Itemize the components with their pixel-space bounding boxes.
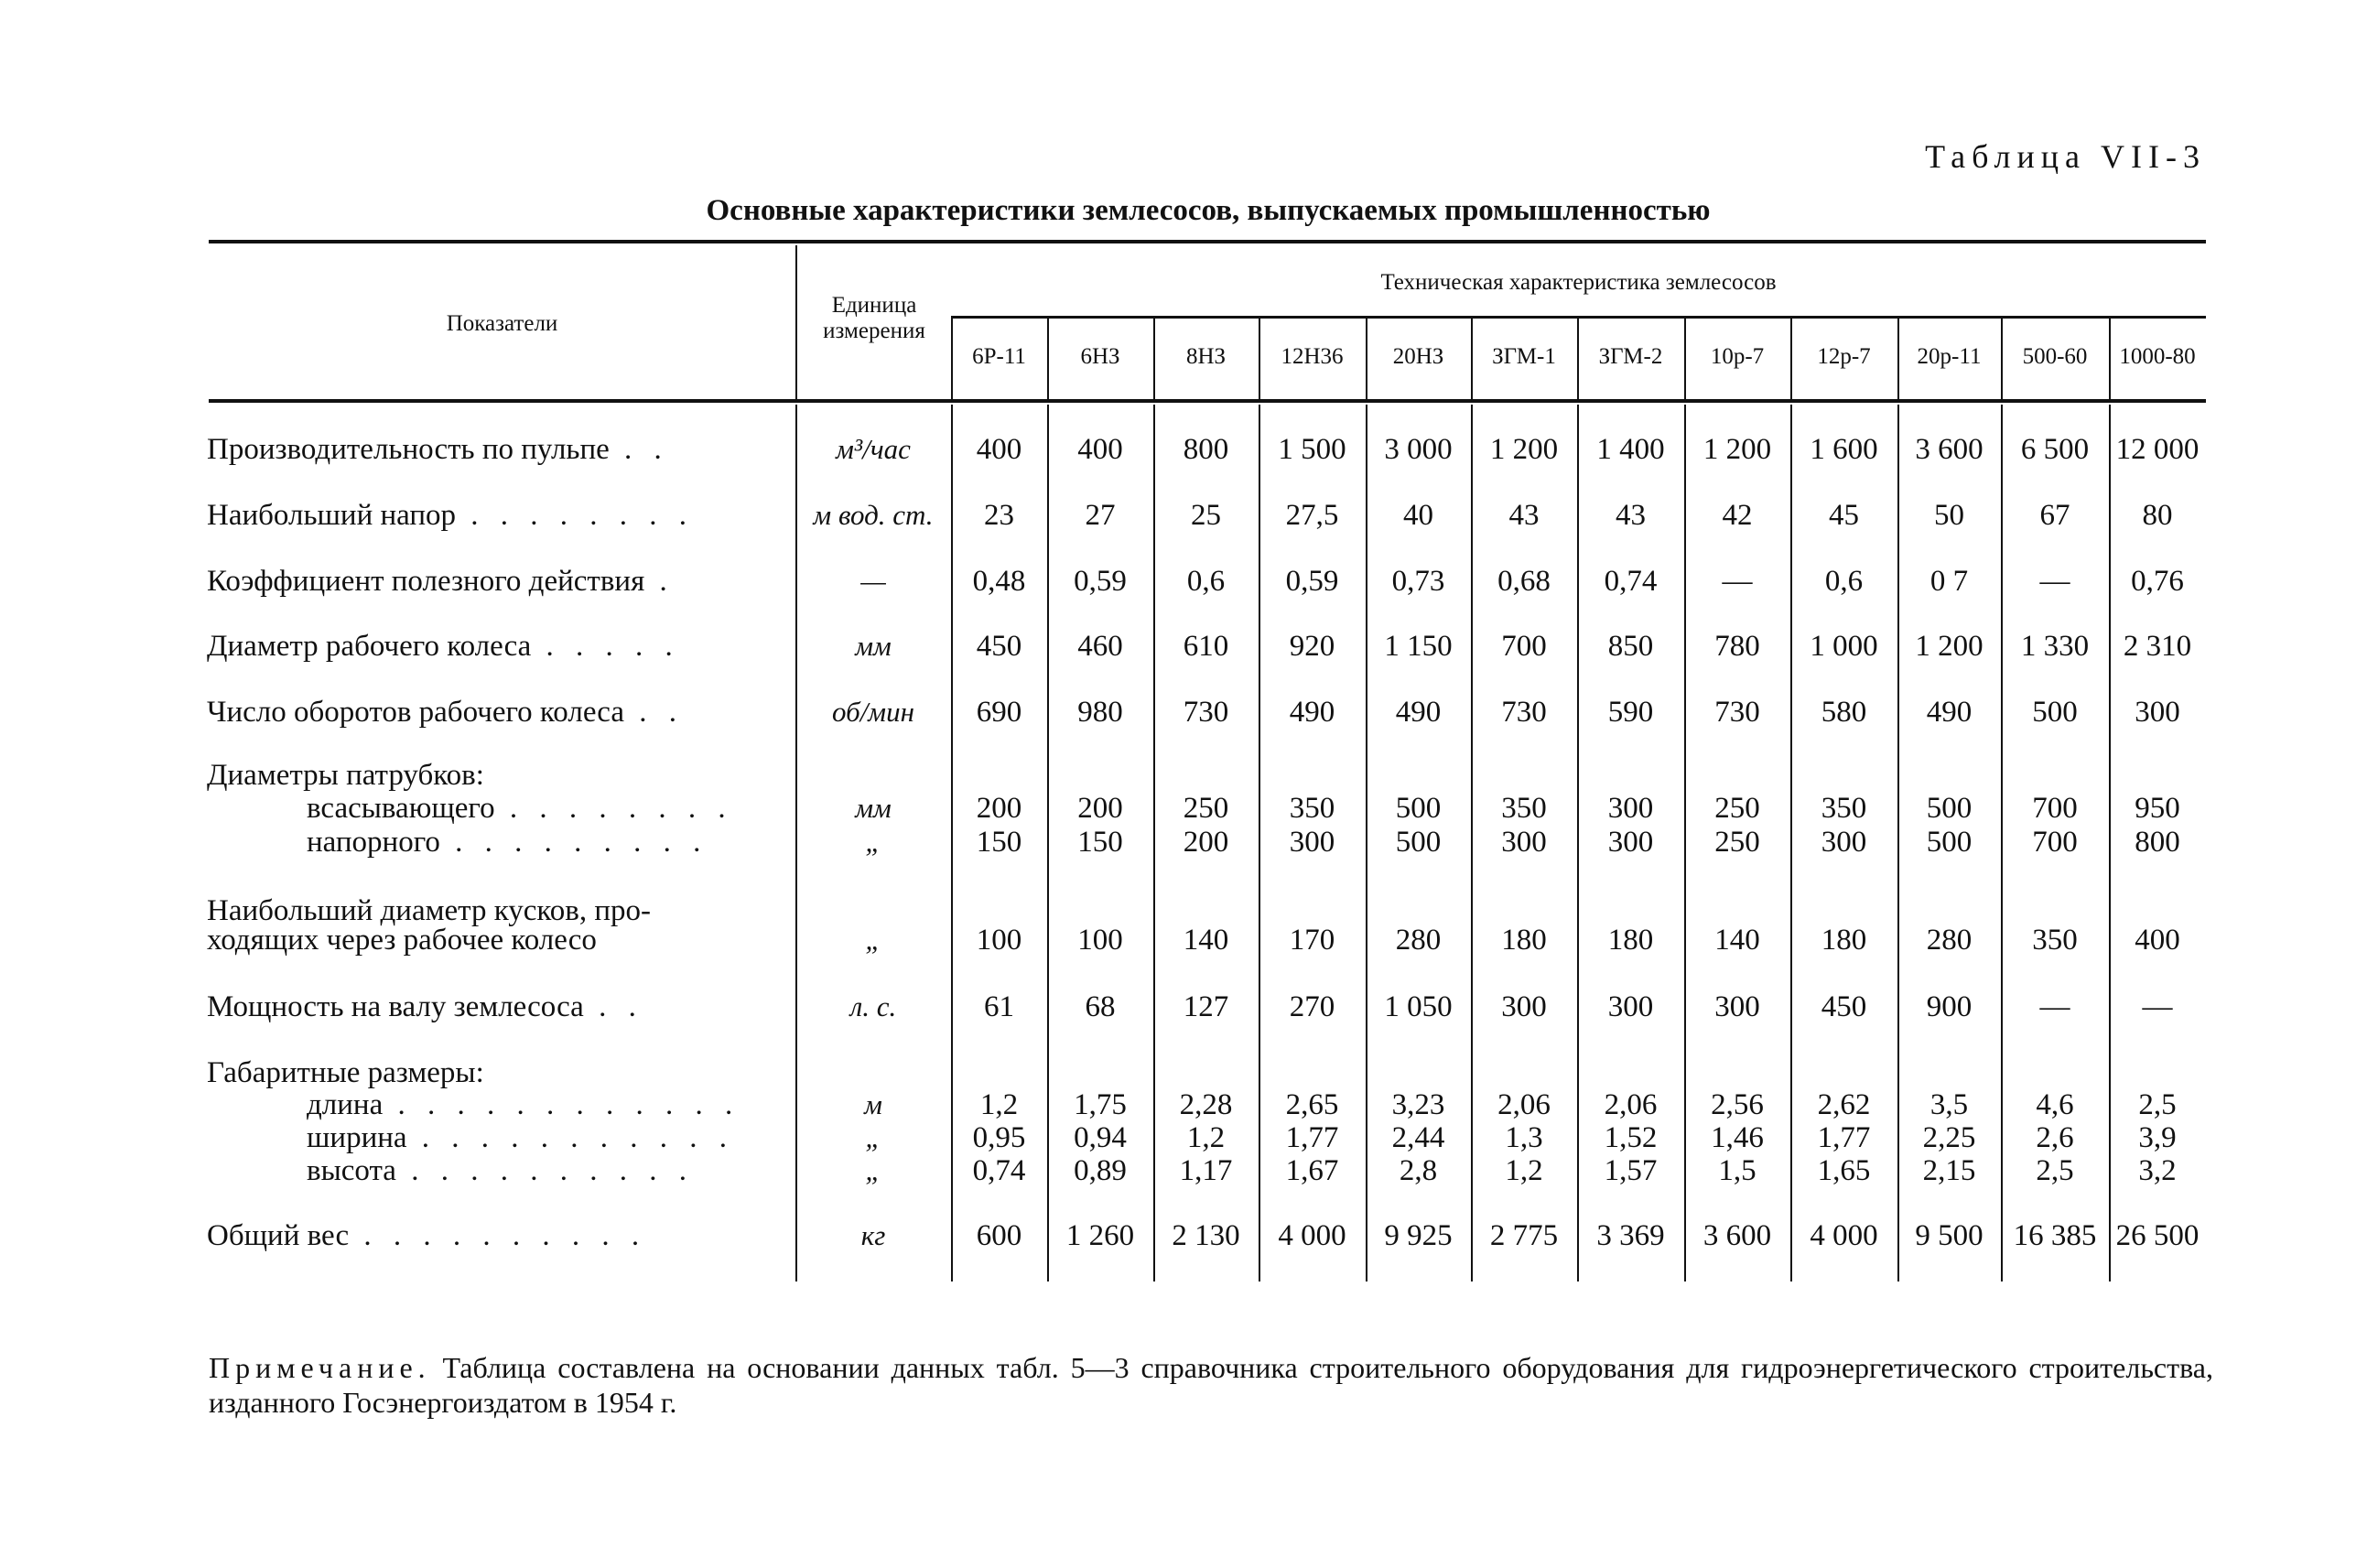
row-label bbox=[207, 894, 651, 927]
leader-dots: . . . . . . . . bbox=[494, 792, 733, 825]
table-cell: 200 bbox=[1183, 826, 1229, 859]
table-cell: 1 260 bbox=[1065, 1219, 1135, 1252]
row-unit: „ bbox=[865, 826, 881, 858]
table-cell: 500 bbox=[1395, 792, 1442, 825]
table-cell: 1 150 bbox=[1384, 630, 1453, 663]
note-text: Таблица составлена на основании данных табл. 5—3 справочника строительного оборудования для гидроэнергетического строительства, изданного Госэнергоиздатом в 1954 г. bbox=[209, 1351, 2213, 1419]
table-cell: 980 bbox=[1077, 696, 1123, 729]
table-cell: 700 bbox=[2032, 826, 2078, 859]
column-divider bbox=[951, 319, 953, 401]
row-label-text: Число оборотов рабочего колеса bbox=[207, 696, 624, 729]
row-label bbox=[207, 696, 684, 729]
table-cell: 2,25 bbox=[1922, 1121, 1976, 1154]
table-cell: 1 200 bbox=[1915, 630, 1983, 663]
table-cell: 1,17 bbox=[1179, 1154, 1233, 1187]
table-cell: 0,59 bbox=[1285, 565, 1339, 598]
table-cell: 27,5 bbox=[1285, 499, 1339, 532]
row-label-text: длина bbox=[307, 1088, 384, 1121]
leader-dots: . . . . . . . . . . . . bbox=[383, 1088, 740, 1121]
table-cell: 4,6 bbox=[2036, 1088, 2074, 1121]
table-cell: 2,5 bbox=[2036, 1154, 2074, 1187]
table-cell: 40 bbox=[1403, 499, 1433, 532]
table-cell: 780 bbox=[1714, 630, 1760, 663]
table-cell: 400 bbox=[1077, 433, 1123, 466]
table-cell: 270 bbox=[1289, 990, 1335, 1023]
table-cell: 300 bbox=[1607, 792, 1654, 825]
table-cell: 0,89 bbox=[1074, 1154, 1127, 1187]
leader-dots: . . . . . . . . . . bbox=[395, 1154, 694, 1187]
leader-dots: . . bbox=[583, 990, 643, 1023]
table-cell: 2,65 bbox=[1285, 1088, 1339, 1121]
table-cell: 0,73 bbox=[1391, 565, 1445, 598]
table-cell: 68 bbox=[1085, 990, 1116, 1023]
table-cell: 490 bbox=[1926, 696, 1973, 729]
header-model: 20НЗ bbox=[1392, 344, 1444, 369]
header-model: ЗГМ-2 bbox=[1598, 344, 1663, 369]
table-cell: 2,56 bbox=[1711, 1088, 1764, 1121]
table-cell: 180 bbox=[1821, 924, 1867, 957]
row-label bbox=[307, 1088, 740, 1121]
row-label bbox=[207, 990, 643, 1023]
table-cell: 250 bbox=[1183, 792, 1229, 825]
header-model: ЗГМ-1 bbox=[1492, 344, 1556, 369]
table-cell: 140 bbox=[1183, 924, 1229, 957]
table-cell: 80 bbox=[2142, 499, 2173, 532]
table-cell: 200 bbox=[976, 792, 1022, 825]
table-cell: 400 bbox=[976, 433, 1022, 466]
row-label-text: всасывающего bbox=[307, 792, 495, 825]
row-label bbox=[207, 1056, 484, 1089]
row-label-text: напорного bbox=[307, 826, 440, 859]
table-cell: 300 bbox=[1289, 826, 1335, 859]
table-cell: 0,6 bbox=[1186, 565, 1226, 598]
table-cell: 500 bbox=[1926, 792, 1973, 825]
table-cell: 800 bbox=[1183, 433, 1229, 466]
table-cell: 170 bbox=[1289, 924, 1335, 957]
table-cell: 3 000 bbox=[1384, 433, 1453, 466]
header-model: 1000-80 bbox=[2119, 344, 2196, 369]
table-cell: 350 bbox=[1501, 792, 1547, 825]
table-cell: 50 bbox=[1934, 499, 1964, 532]
table-cell: 920 bbox=[1289, 630, 1335, 663]
table-cell: 0,74 bbox=[972, 1154, 1026, 1187]
table-cell: 1,57 bbox=[1604, 1154, 1658, 1187]
row-unit: м³/час bbox=[836, 433, 911, 465]
table-cell: 3,2 bbox=[2138, 1154, 2177, 1187]
header-model: 12р-7 bbox=[1817, 344, 1871, 369]
column-divider bbox=[1790, 319, 1792, 401]
table-cell: 1 200 bbox=[1489, 433, 1559, 466]
table-cell: 1,77 bbox=[1285, 1121, 1339, 1154]
table-cell: 2,28 bbox=[1179, 1088, 1233, 1121]
table-cell: 300 bbox=[1501, 826, 1547, 859]
table-cell: 300 bbox=[1607, 990, 1654, 1023]
table-cell: 2 775 bbox=[1489, 1219, 1559, 1252]
leader-dots: . . . . . . . . . bbox=[439, 826, 708, 859]
header-model: 6Р-11 bbox=[972, 344, 1026, 369]
leader-dots: . . . . . . . . . . bbox=[349, 1219, 647, 1252]
header-model: 10р-7 bbox=[1710, 344, 1765, 369]
table-cell: 500 bbox=[1926, 826, 1973, 859]
row-label-text: Габаритные размеры: bbox=[207, 1056, 484, 1089]
table-cell: — bbox=[2039, 565, 2070, 598]
table-cell: 127 bbox=[1183, 990, 1229, 1023]
table-cell: 690 bbox=[976, 696, 1022, 729]
table-cell: — bbox=[2142, 990, 2173, 1023]
table-cell: 1,5 bbox=[1718, 1154, 1756, 1187]
row-unit: об/мин bbox=[832, 696, 914, 728]
table-cell: 1,2 bbox=[979, 1088, 1019, 1121]
table-note bbox=[209, 1350, 2213, 1420]
header-model: 12Н36 bbox=[1281, 344, 1344, 369]
row-label bbox=[207, 433, 669, 466]
table-cell: 450 bbox=[1821, 990, 1867, 1023]
table-cell: 25 bbox=[1191, 499, 1221, 532]
table-cell: 300 bbox=[1821, 826, 1867, 859]
table-cell: 3,5 bbox=[1929, 1088, 1969, 1121]
table-cell: 600 bbox=[976, 1219, 1022, 1252]
table-cell: 1 050 bbox=[1384, 990, 1453, 1023]
table-cell: 3 600 bbox=[1702, 1219, 1772, 1252]
row-label bbox=[307, 792, 733, 825]
table-cell: 27 bbox=[1085, 499, 1116, 532]
table-cell: 700 bbox=[2032, 792, 2078, 825]
table-cell: 1 600 bbox=[1810, 433, 1878, 466]
table-cell: 280 bbox=[1395, 924, 1442, 957]
row-label bbox=[307, 1154, 694, 1187]
table-cell: 2,06 bbox=[1497, 1088, 1551, 1121]
table-cell: 400 bbox=[2135, 924, 2180, 957]
table-number: Таблица VII-3 bbox=[1925, 138, 2206, 175]
table-cell: 280 bbox=[1926, 924, 1973, 957]
table-cell: 67 bbox=[2039, 499, 2070, 532]
table-cell: 460 bbox=[1077, 630, 1123, 663]
table-cell: 2,62 bbox=[1817, 1088, 1871, 1121]
table-cell: 490 bbox=[1289, 696, 1335, 729]
table-cell: 250 bbox=[1714, 792, 1760, 825]
table-cell: 2,44 bbox=[1391, 1121, 1445, 1154]
table-cell: 26 500 bbox=[2115, 1219, 2200, 1252]
row-label-text: ходящих через рабочее колесо bbox=[207, 924, 597, 957]
row-unit: м вод. ст. bbox=[813, 499, 934, 531]
table-cell: 43 bbox=[1508, 499, 1540, 532]
table-cell: 1 500 bbox=[1278, 433, 1346, 466]
table-cell: 730 bbox=[1501, 696, 1547, 729]
table-cell: 1 330 bbox=[2020, 630, 2090, 663]
header-model: 20р-11 bbox=[1917, 344, 1982, 369]
table-cell: 1 400 bbox=[1596, 433, 1665, 466]
header-model: 500-60 bbox=[2022, 344, 2088, 369]
top-rule bbox=[209, 240, 2206, 243]
table-cell: 350 bbox=[1289, 792, 1335, 825]
table-cell: 500 bbox=[1395, 826, 1442, 859]
table-cell: 1,2 bbox=[1505, 1154, 1543, 1187]
column-divider bbox=[2001, 319, 2003, 401]
table-cell: 4 000 bbox=[1278, 1219, 1346, 1252]
column-divider bbox=[795, 245, 797, 401]
table-cell: 250 bbox=[1714, 826, 1760, 859]
table-cell: 730 bbox=[1714, 696, 1760, 729]
table-cell: 200 bbox=[1077, 792, 1123, 825]
column-divider bbox=[1684, 319, 1686, 401]
header-model: 8НЗ bbox=[1185, 344, 1227, 369]
table-cell: 2 130 bbox=[1172, 1219, 1240, 1252]
column-divider bbox=[2109, 319, 2111, 401]
table-cell: 150 bbox=[1077, 826, 1123, 859]
row-label bbox=[307, 826, 708, 859]
row-label-text: Диаметры патрубков: bbox=[207, 759, 484, 792]
leader-dots: . . bbox=[609, 433, 669, 466]
note-lead: Примечание. bbox=[209, 1351, 431, 1384]
table-cell: 180 bbox=[1607, 924, 1654, 957]
table-cell: 0,6 bbox=[1824, 565, 1864, 598]
row-unit: мм bbox=[855, 630, 892, 662]
table-cell: 1 000 bbox=[1810, 630, 1878, 663]
table-cell: 2,5 bbox=[2138, 1088, 2177, 1121]
row-unit: — bbox=[860, 565, 886, 597]
table-cell: 4 000 bbox=[1810, 1219, 1878, 1252]
table-cell: 100 bbox=[976, 924, 1022, 957]
row-unit: л. с. bbox=[849, 990, 897, 1022]
column-divider bbox=[1577, 319, 1579, 401]
table-cell: 300 bbox=[1501, 990, 1547, 1023]
table-cell: 9 925 bbox=[1384, 1219, 1453, 1252]
row-label-text: ширина bbox=[307, 1121, 407, 1154]
column-divider bbox=[1259, 319, 1260, 401]
row-label-text: высота bbox=[307, 1154, 396, 1187]
row-label-text: Мощность на валу землесоса bbox=[207, 990, 584, 1023]
table-cell: 350 bbox=[2032, 924, 2078, 957]
table-cell: 9 500 bbox=[1915, 1219, 1983, 1252]
table-cell: 0,76 bbox=[2131, 565, 2184, 598]
row-unit: м bbox=[864, 1088, 882, 1120]
row-label bbox=[307, 1121, 734, 1154]
table-cell: 6 500 bbox=[2020, 433, 2090, 466]
column-divider bbox=[1153, 319, 1155, 401]
row-label-text: Производительность по пульпе bbox=[207, 433, 610, 466]
table-cell: 730 bbox=[1183, 696, 1229, 729]
table-cell: 2,06 bbox=[1604, 1088, 1658, 1121]
table-cell: 900 bbox=[1926, 990, 1973, 1023]
table-cell: 950 bbox=[2135, 792, 2180, 825]
header-unit: Единица измерения bbox=[823, 293, 925, 343]
table-cell: 1,67 bbox=[1285, 1154, 1339, 1187]
row-label-text: Диаметр рабочего колеса bbox=[207, 630, 532, 663]
table-cell: 1,3 bbox=[1505, 1121, 1543, 1154]
table-cell: 2,8 bbox=[1399, 1154, 1438, 1187]
table-cell: 150 bbox=[976, 826, 1022, 859]
column-divider bbox=[1047, 319, 1049, 401]
table-cell: 590 bbox=[1607, 696, 1654, 729]
table-cell: 1,46 bbox=[1711, 1121, 1764, 1154]
table-cell: 61 bbox=[984, 990, 1014, 1023]
table-cell: 580 bbox=[1821, 696, 1867, 729]
table-cell: — bbox=[2039, 990, 2070, 1023]
table-cell: 300 bbox=[2135, 696, 2180, 729]
table-cell: 2 310 bbox=[2123, 630, 2192, 663]
row-label-text: Коэффициент полезного действия bbox=[207, 565, 645, 598]
table-cell: 45 bbox=[1829, 499, 1859, 532]
table-cell: 300 bbox=[1607, 826, 1654, 859]
column-divider bbox=[1366, 319, 1367, 401]
table-cell: 1,52 bbox=[1604, 1121, 1658, 1154]
table-cell: 1,65 bbox=[1817, 1154, 1871, 1187]
column-divider bbox=[1897, 319, 1899, 401]
row-unit: мм bbox=[855, 792, 892, 824]
table-cell: 300 bbox=[1714, 990, 1760, 1023]
leader-dots: . . . . . . . . bbox=[456, 499, 695, 532]
row-unit: „ bbox=[865, 1121, 881, 1153]
table-cell: 2,15 bbox=[1922, 1154, 1976, 1187]
row-label-text: Наибольший диаметр кусков, про- bbox=[207, 894, 651, 927]
table-cell: 0 7 bbox=[1929, 565, 1969, 598]
table-cell: 3 369 bbox=[1596, 1219, 1665, 1252]
table-cell: 0,48 bbox=[972, 565, 1026, 598]
table-cell: 350 bbox=[1821, 792, 1867, 825]
leader-dots: . . . . . . . . . . . bbox=[406, 1121, 735, 1154]
row-label bbox=[207, 924, 597, 957]
table-cell: 450 bbox=[976, 630, 1022, 663]
row-unit: кг bbox=[860, 1219, 886, 1251]
table-cell: 23 bbox=[984, 499, 1014, 532]
row-label bbox=[207, 759, 484, 792]
table-cell: 610 bbox=[1183, 630, 1229, 663]
table-title: Основные характеристики землесосов, выпускаемых промышленностью bbox=[706, 194, 1711, 227]
row-label-text: Наибольший напор bbox=[207, 499, 457, 532]
header-group: Техническая характеристика землесосов bbox=[1380, 270, 1777, 295]
table-cell: 0,74 bbox=[1604, 565, 1658, 598]
table-cell: 0,94 bbox=[1074, 1121, 1127, 1154]
leader-dots: . . . . . bbox=[531, 630, 680, 663]
header-bottom-rule bbox=[209, 399, 2206, 403]
table-cell: 16 385 bbox=[2013, 1219, 2097, 1252]
table-cell: 43 bbox=[1616, 499, 1646, 532]
row-label bbox=[207, 630, 680, 663]
row-unit: „ bbox=[865, 1154, 881, 1186]
table-cell: 2,6 bbox=[2036, 1121, 2074, 1154]
row-label-text: Общий вес bbox=[207, 1219, 350, 1252]
leader-dots: . bbox=[644, 565, 675, 598]
table-cell: 1,77 bbox=[1817, 1121, 1871, 1154]
table-cell: 800 bbox=[2135, 826, 2180, 859]
table-cell: 490 bbox=[1395, 696, 1442, 729]
header-model: 6НЗ bbox=[1080, 344, 1120, 369]
table-cell: 3 600 bbox=[1915, 433, 1983, 466]
table-cell: 0,59 bbox=[1074, 565, 1127, 598]
table-cell: 180 bbox=[1501, 924, 1547, 957]
table-cell: 500 bbox=[2032, 696, 2078, 729]
row-label bbox=[207, 1219, 646, 1252]
table-cell: 0,95 bbox=[972, 1121, 1026, 1154]
header-indicators: Показатели bbox=[446, 311, 558, 336]
row-label bbox=[207, 499, 694, 532]
table-cell: 12 000 bbox=[2115, 433, 2200, 466]
row-unit: „ bbox=[865, 924, 881, 956]
table-cell: 0,68 bbox=[1497, 565, 1551, 598]
table-cell: 850 bbox=[1607, 630, 1654, 663]
table-cell: 3,9 bbox=[2138, 1121, 2177, 1154]
table-cell: 3,23 bbox=[1391, 1088, 1445, 1121]
table-cell: — bbox=[1722, 565, 1753, 598]
row-label bbox=[207, 565, 675, 598]
table-cell: 42 bbox=[1722, 499, 1753, 532]
table-cell: 1 200 bbox=[1702, 433, 1772, 466]
table-cell: 1,75 bbox=[1074, 1088, 1127, 1121]
table-cell: 1,2 bbox=[1186, 1121, 1226, 1154]
leader-dots: . . bbox=[624, 696, 684, 729]
table-cell: 140 bbox=[1714, 924, 1760, 957]
table-cell: 700 bbox=[1501, 630, 1547, 663]
column-divider bbox=[1471, 319, 1473, 401]
table-cell: 100 bbox=[1077, 924, 1123, 957]
